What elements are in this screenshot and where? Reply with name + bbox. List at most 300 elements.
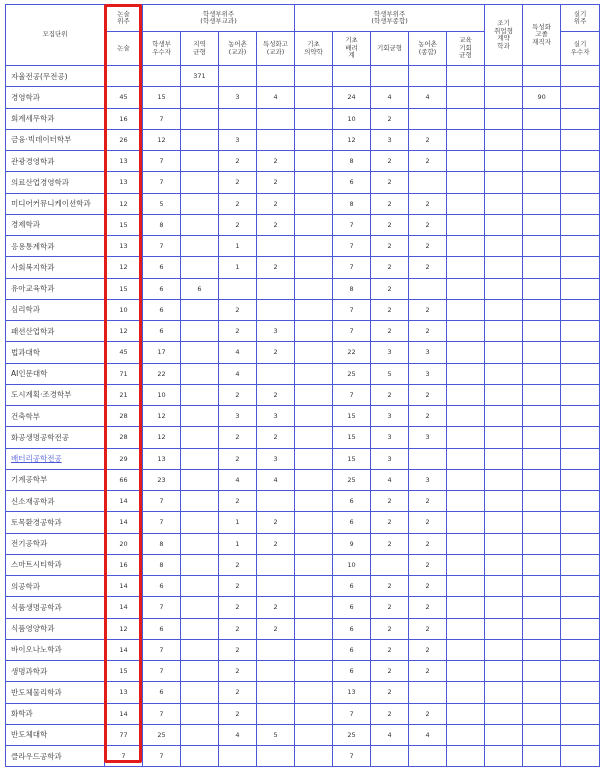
nonsul-value-cell: 14	[105, 639, 143, 660]
nonsul-value-cell: 28	[105, 406, 143, 427]
dept-name-cell: 유아교육학과	[6, 278, 105, 299]
quota-value-cell	[523, 703, 561, 724]
quota-value-cell	[447, 129, 485, 150]
quota-value-cell: 3	[219, 87, 257, 108]
dept-name-cell: 건축학부	[6, 406, 105, 427]
quota-value-cell	[257, 363, 295, 384]
quota-value-cell: 5	[143, 193, 181, 214]
dept-name-cell: 금융·빅데이터학부	[6, 129, 105, 150]
header-dept: 모집단위	[6, 5, 105, 66]
quota-value-cell	[181, 469, 219, 490]
quota-value-cell	[295, 299, 333, 320]
quota-value-cell: 2	[219, 384, 257, 405]
quota-value-cell	[447, 576, 485, 597]
quota-value-cell: 22	[333, 342, 371, 363]
quota-value-cell: 2	[371, 533, 409, 554]
dept-name-cell: 사회복지학과	[6, 257, 105, 278]
quota-value-cell	[447, 236, 485, 257]
quota-value-cell	[295, 193, 333, 214]
quota-value-cell: 3	[409, 342, 447, 363]
quota-value-cell: 7	[143, 151, 181, 172]
quota-value-cell	[485, 363, 523, 384]
quota-value-cell	[485, 469, 523, 490]
table-row	[6, 172, 600, 193]
header-jonghap-col: 기초 의약학	[295, 32, 333, 66]
quota-value-cell: 10	[333, 108, 371, 129]
quota-value-cell: 2	[219, 448, 257, 469]
table-row	[6, 87, 600, 108]
nonsul-value-cell: 15	[105, 278, 143, 299]
quota-value-cell: 90	[523, 87, 561, 108]
quota-value-cell	[257, 278, 295, 299]
table-row	[6, 66, 600, 87]
quota-value-cell	[409, 66, 447, 87]
quota-value-cell	[447, 491, 485, 512]
table-row	[6, 554, 600, 575]
nonsul-value-cell: 14	[105, 491, 143, 512]
quota-value-cell	[561, 597, 600, 618]
quota-value-cell: 6	[143, 257, 181, 278]
quota-value-cell	[181, 639, 219, 660]
quota-value-cell	[181, 363, 219, 384]
quota-value-cell	[295, 746, 333, 767]
quota-value-cell	[561, 129, 600, 150]
quota-value-cell: 2	[219, 661, 257, 682]
quota-value-cell: 2	[409, 703, 447, 724]
quota-value-cell	[523, 406, 561, 427]
quota-value-cell: 8	[143, 554, 181, 575]
quota-value-cell: 2	[409, 512, 447, 533]
quota-value-cell	[181, 533, 219, 554]
quota-value-cell: 4	[257, 469, 295, 490]
dept-name-cell: 심리학과	[6, 299, 105, 320]
nonsul-value-cell: 16	[105, 554, 143, 575]
quota-value-cell	[485, 342, 523, 363]
quota-value-cell	[561, 384, 600, 405]
quota-value-cell	[447, 151, 485, 172]
dept-name-cell: AI인문대학	[6, 363, 105, 384]
quota-value-cell: 2	[257, 342, 295, 363]
quota-value-cell	[295, 533, 333, 554]
quota-value-cell: 7	[143, 703, 181, 724]
dept-name-cell: 의료산업경영학과	[6, 172, 105, 193]
quota-value-cell	[295, 554, 333, 575]
quota-value-cell	[485, 321, 523, 342]
quota-value-cell	[561, 512, 600, 533]
quota-value-cell	[181, 406, 219, 427]
table-row	[6, 193, 600, 214]
quota-value-cell: 2	[371, 299, 409, 320]
table-row	[6, 406, 600, 427]
quota-value-cell	[447, 108, 485, 129]
quota-value-cell	[181, 108, 219, 129]
admissions-table	[5, 4, 600, 767]
quota-value-cell: 2	[257, 172, 295, 193]
quota-value-cell: 6	[333, 172, 371, 193]
quota-value-cell	[561, 66, 600, 87]
quota-value-cell	[523, 554, 561, 575]
quota-value-cell: 7	[333, 299, 371, 320]
quota-value-cell	[485, 639, 523, 660]
quota-value-cell	[447, 639, 485, 660]
quota-value-cell	[257, 491, 295, 512]
quota-value-cell: 15	[333, 448, 371, 469]
quota-value-cell	[219, 746, 257, 767]
quota-value-cell	[295, 427, 333, 448]
quota-value-cell	[523, 108, 561, 129]
quota-value-cell	[257, 703, 295, 724]
nonsul-value-cell: 29	[105, 448, 143, 469]
quota-value-cell: 7	[143, 639, 181, 660]
header-jonghap-col: 기회균형	[371, 32, 409, 66]
quota-value-cell	[447, 661, 485, 682]
quota-value-cell	[257, 236, 295, 257]
quota-value-cell: 1	[219, 236, 257, 257]
quota-value-cell: 4	[371, 87, 409, 108]
quota-value-cell: 6	[143, 321, 181, 342]
quota-value-cell: 13	[143, 448, 181, 469]
nonsul-value-cell: 15	[105, 214, 143, 235]
nonsul-value-cell: 45	[105, 342, 143, 363]
quota-value-cell	[333, 66, 371, 87]
nonsul-value-cell: 26	[105, 129, 143, 150]
dept-name-cell: 기계공학부	[6, 469, 105, 490]
quota-value-cell	[447, 384, 485, 405]
quota-value-cell: 2	[219, 427, 257, 448]
quota-value-cell	[219, 66, 257, 87]
quota-value-cell	[295, 682, 333, 703]
quota-value-cell	[181, 703, 219, 724]
quota-value-cell: 2	[409, 384, 447, 405]
quota-value-cell	[523, 491, 561, 512]
quota-value-cell	[447, 172, 485, 193]
quota-value-cell	[409, 108, 447, 129]
quota-value-cell: 10	[143, 384, 181, 405]
quota-value-cell: 6	[333, 597, 371, 618]
quota-value-cell: 2	[219, 554, 257, 575]
quota-value-cell: 2	[371, 597, 409, 618]
quota-value-cell	[485, 746, 523, 767]
quota-value-cell: 2	[219, 576, 257, 597]
quota-value-cell	[181, 448, 219, 469]
header-gyogwa-col: 특성화고 (교과)	[257, 32, 295, 66]
quota-value-cell	[485, 491, 523, 512]
nonsul-value-cell: 13	[105, 682, 143, 703]
quota-value-cell	[561, 724, 600, 745]
table-row	[6, 214, 600, 235]
quota-value-cell	[485, 448, 523, 469]
quota-value-cell	[181, 597, 219, 618]
quota-value-cell: 8	[143, 533, 181, 554]
quota-value-cell	[447, 682, 485, 703]
quota-value-cell: 2	[257, 533, 295, 554]
quota-value-cell	[523, 257, 561, 278]
quota-value-cell	[295, 576, 333, 597]
dept-name-cell: 바이오나노학과	[6, 639, 105, 660]
quota-value-cell: 2	[219, 491, 257, 512]
quota-value-cell: 2	[219, 151, 257, 172]
quota-value-cell	[295, 448, 333, 469]
nonsul-value-cell: 12	[105, 321, 143, 342]
nonsul-value-cell: 7	[105, 746, 143, 767]
quota-value-cell	[523, 236, 561, 257]
quota-value-cell	[561, 214, 600, 235]
quota-value-cell	[295, 278, 333, 299]
table-row	[6, 321, 600, 342]
quota-value-cell	[447, 469, 485, 490]
quota-value-cell	[561, 193, 600, 214]
quota-value-cell	[447, 724, 485, 745]
quota-value-cell: 17	[143, 342, 181, 363]
quota-value-cell: 8	[333, 193, 371, 214]
quota-value-cell	[181, 384, 219, 405]
table-row	[6, 469, 600, 490]
quota-value-cell	[561, 746, 600, 767]
quota-value-cell: 2	[371, 384, 409, 405]
quota-value-cell: 7	[333, 214, 371, 235]
quota-value-cell	[295, 469, 333, 490]
quota-value-cell	[485, 406, 523, 427]
quota-value-cell	[561, 661, 600, 682]
quota-value-cell: 2	[371, 491, 409, 512]
quota-value-cell: 8	[333, 278, 371, 299]
quota-value-cell	[447, 597, 485, 618]
nonsul-value-cell: 12	[105, 257, 143, 278]
dept-name-cell: 패션산업학과	[6, 321, 105, 342]
quota-value-cell	[447, 427, 485, 448]
quota-value-cell: 2	[409, 491, 447, 512]
quota-value-cell: 7	[143, 661, 181, 682]
table-row	[6, 639, 600, 660]
quota-value-cell	[485, 151, 523, 172]
quota-value-cell	[485, 236, 523, 257]
quota-value-cell	[485, 512, 523, 533]
quota-value-cell: 5	[371, 363, 409, 384]
dept-name-cell: 화공생명공학전공	[6, 427, 105, 448]
quota-value-cell	[561, 639, 600, 660]
quota-value-cell: 4	[371, 724, 409, 745]
quota-value-cell	[485, 618, 523, 639]
quota-value-cell: 7	[333, 236, 371, 257]
quota-value-cell: 2	[219, 172, 257, 193]
table-row	[6, 427, 600, 448]
quota-value-cell	[181, 661, 219, 682]
quota-value-cell: 7	[333, 321, 371, 342]
quota-value-cell: 6	[181, 278, 219, 299]
quota-value-cell	[257, 299, 295, 320]
quota-value-cell	[447, 533, 485, 554]
quota-value-cell	[561, 618, 600, 639]
header-early-job: 조기 취업형 계약 학과	[485, 5, 523, 66]
quota-value-cell	[561, 151, 600, 172]
nonsul-value-cell: 14	[105, 597, 143, 618]
quota-value-cell	[561, 491, 600, 512]
quota-value-cell	[561, 236, 600, 257]
quota-value-cell	[447, 448, 485, 469]
quota-value-cell	[181, 299, 219, 320]
quota-value-cell	[523, 172, 561, 193]
quota-value-cell: 3	[257, 448, 295, 469]
quota-value-cell	[295, 129, 333, 150]
quota-value-cell	[181, 87, 219, 108]
quota-value-cell: 7	[143, 108, 181, 129]
quota-value-cell	[181, 682, 219, 703]
quota-value-cell	[447, 406, 485, 427]
nonsul-value-cell: 16	[105, 108, 143, 129]
quota-value-cell	[523, 512, 561, 533]
quota-value-cell	[485, 576, 523, 597]
quota-value-cell: 6	[143, 278, 181, 299]
quota-value-cell: 23	[143, 469, 181, 490]
dept-name-cell: 스마트시티학과	[6, 554, 105, 575]
quota-value-cell: 3	[257, 406, 295, 427]
quota-value-cell	[523, 576, 561, 597]
dept-name-cell[interactable]: 배터리공학전공	[6, 448, 105, 469]
quota-value-cell: 2	[409, 639, 447, 660]
quota-value-cell	[561, 257, 600, 278]
quota-value-cell: 3	[371, 406, 409, 427]
quota-value-cell: 2	[371, 682, 409, 703]
quota-value-cell: 3	[371, 448, 409, 469]
quota-value-cell	[257, 661, 295, 682]
nonsul-value-cell: 21	[105, 384, 143, 405]
quota-value-cell: 22	[143, 363, 181, 384]
quota-value-cell: 2	[371, 108, 409, 129]
quota-value-cell: 6	[143, 618, 181, 639]
table-row	[6, 576, 600, 597]
quota-value-cell	[371, 554, 409, 575]
quota-value-cell: 7	[333, 257, 371, 278]
quota-value-cell: 7	[333, 746, 371, 767]
quota-value-cell: 15	[143, 87, 181, 108]
quota-value-cell: 2	[409, 257, 447, 278]
quota-value-cell: 2	[257, 193, 295, 214]
quota-value-cell: 2	[219, 703, 257, 724]
quota-value-cell	[295, 342, 333, 363]
quota-value-cell	[295, 724, 333, 745]
quota-value-cell	[181, 427, 219, 448]
header-gyogwa-group: 학생부위주 (학생부교과)	[143, 5, 295, 32]
quota-value-cell	[295, 257, 333, 278]
table-row	[6, 661, 600, 682]
quota-value-cell	[295, 321, 333, 342]
quota-value-cell	[181, 724, 219, 745]
quota-value-cell	[181, 321, 219, 342]
quota-value-cell: 2	[409, 661, 447, 682]
table-row	[6, 257, 600, 278]
quota-value-cell	[295, 703, 333, 724]
quota-value-cell: 2	[257, 384, 295, 405]
quota-value-cell: 2	[409, 321, 447, 342]
quota-value-cell: 7	[143, 172, 181, 193]
quota-value-cell: 3	[371, 342, 409, 363]
dept-name-cell: 자율전공(무전공)	[6, 66, 105, 87]
table-row	[6, 746, 600, 767]
quota-value-cell	[523, 299, 561, 320]
quota-value-cell	[409, 746, 447, 767]
quota-value-cell: 2	[257, 257, 295, 278]
quota-value-cell	[523, 746, 561, 767]
quota-value-cell	[485, 257, 523, 278]
quota-value-cell	[181, 512, 219, 533]
nonsul-value-cell	[105, 66, 143, 87]
quota-value-cell	[181, 746, 219, 767]
quota-value-cell	[485, 87, 523, 108]
quota-value-cell: 4	[219, 342, 257, 363]
quota-value-cell: 24	[333, 87, 371, 108]
quota-value-cell: 3	[409, 469, 447, 490]
quota-value-cell	[409, 448, 447, 469]
quota-value-cell	[295, 512, 333, 533]
quota-value-cell: 7	[143, 236, 181, 257]
quota-value-cell: 25	[333, 469, 371, 490]
nonsul-value-cell: 14	[105, 512, 143, 533]
quota-value-cell	[181, 618, 219, 639]
quota-value-cell	[371, 66, 409, 87]
quota-value-cell	[561, 448, 600, 469]
quota-value-cell	[181, 193, 219, 214]
quota-value-cell	[485, 682, 523, 703]
quota-value-cell: 2	[371, 661, 409, 682]
quota-value-cell: 10	[333, 554, 371, 575]
quota-value-cell: 3	[371, 129, 409, 150]
quota-value-cell: 2	[219, 299, 257, 320]
dept-name-cell: 식품영양학과	[6, 618, 105, 639]
quota-value-cell: 2	[371, 257, 409, 278]
quota-value-cell: 4	[219, 724, 257, 745]
quota-value-cell	[447, 618, 485, 639]
quota-value-cell	[181, 214, 219, 235]
nonsul-value-cell: 15	[105, 661, 143, 682]
quota-value-cell	[485, 427, 523, 448]
quota-value-cell	[561, 108, 600, 129]
quota-value-cell: 25	[143, 724, 181, 745]
quota-value-cell: 6	[333, 491, 371, 512]
quota-value-cell: 2	[409, 597, 447, 618]
dept-name-cell: 경제학과	[6, 214, 105, 235]
quota-value-cell: 2	[219, 597, 257, 618]
nonsul-value-cell: 45	[105, 87, 143, 108]
quota-value-cell: 12	[333, 129, 371, 150]
quota-value-cell: 6	[333, 661, 371, 682]
quota-value-cell	[181, 151, 219, 172]
quota-value-cell: 4	[371, 469, 409, 490]
header-jonghap-col: 기초 배려 계	[333, 32, 371, 66]
quota-value-cell	[523, 214, 561, 235]
quota-value-cell: 2	[219, 321, 257, 342]
quota-value-cell	[257, 682, 295, 703]
quota-value-cell	[181, 554, 219, 575]
quota-value-cell	[447, 321, 485, 342]
quota-value-cell: 25	[333, 724, 371, 745]
quota-value-cell	[485, 384, 523, 405]
quota-value-cell: 15	[333, 406, 371, 427]
quota-value-cell	[485, 193, 523, 214]
quota-value-cell: 2	[371, 193, 409, 214]
quota-value-cell: 2	[257, 512, 295, 533]
quota-value-cell: 15	[333, 427, 371, 448]
quota-value-cell: 12	[143, 427, 181, 448]
quota-value-cell: 12	[143, 129, 181, 150]
quota-value-cell	[561, 87, 600, 108]
quota-value-cell: 4	[219, 469, 257, 490]
quota-value-cell	[295, 618, 333, 639]
quota-value-cell	[523, 66, 561, 87]
quota-value-cell: 2	[409, 214, 447, 235]
quota-value-cell	[409, 682, 447, 703]
quota-value-cell: 2	[257, 597, 295, 618]
quota-value-cell	[523, 129, 561, 150]
